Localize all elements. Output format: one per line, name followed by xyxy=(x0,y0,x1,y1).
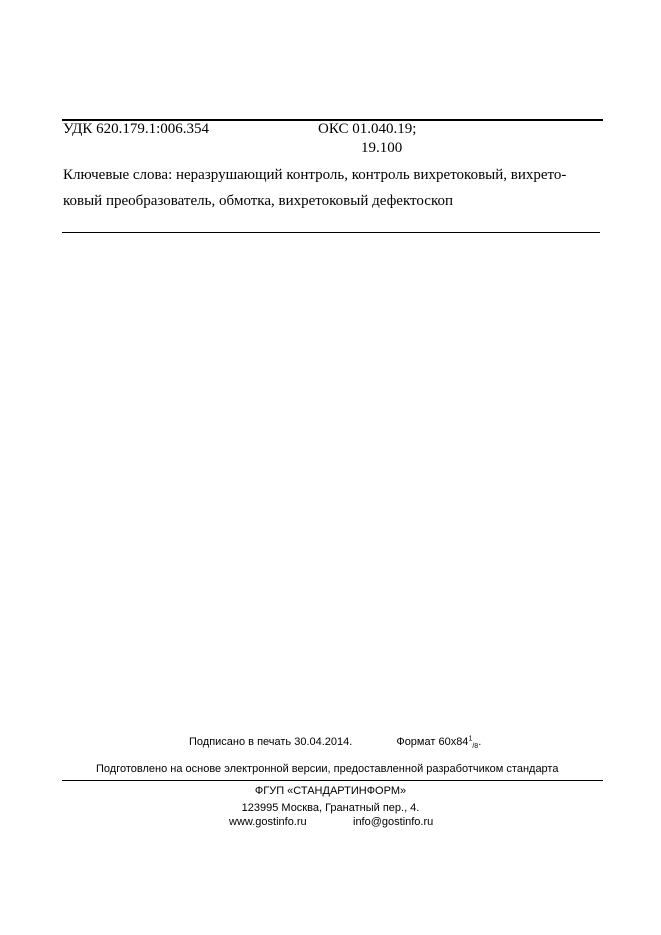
keywords-line1: Ключевые слова: неразрушающий контроль, контроль вихретоковый, вихрето- xyxy=(63,167,567,183)
prepared-note: Подготовлено на основе электронной версии, предоставленной разработчиком стандарта xyxy=(96,763,559,775)
publisher-address: 123995 Москва, Гранатный пер., 4. xyxy=(241,802,420,814)
oks-code-line1: ОКС 01.040.19; xyxy=(318,121,417,137)
keywords-line2: ковый преобразователь, обмотка, вихретоковый дефектоскоп xyxy=(63,193,453,209)
email-link[interactable]: info@gostinfo.ru xyxy=(353,816,434,828)
imprint-divider xyxy=(62,780,603,781)
keywords-divider xyxy=(62,232,600,233)
signed-date: Подписано в печать 30.04.2014. xyxy=(189,736,353,748)
paper-format: Формат $60x84^1_{/8}$. xyxy=(396,735,482,751)
signed-for-print-line xyxy=(189,735,482,751)
publisher-name: ФГУП «СТАНДАРТИНФОРМ» xyxy=(254,785,407,797)
website-link[interactable]: www.gostinfo.ru xyxy=(229,816,307,828)
udk-code: УДК 620.179.1:006.354 xyxy=(63,121,210,137)
oks-code-line2: 19.100 xyxy=(361,140,403,156)
